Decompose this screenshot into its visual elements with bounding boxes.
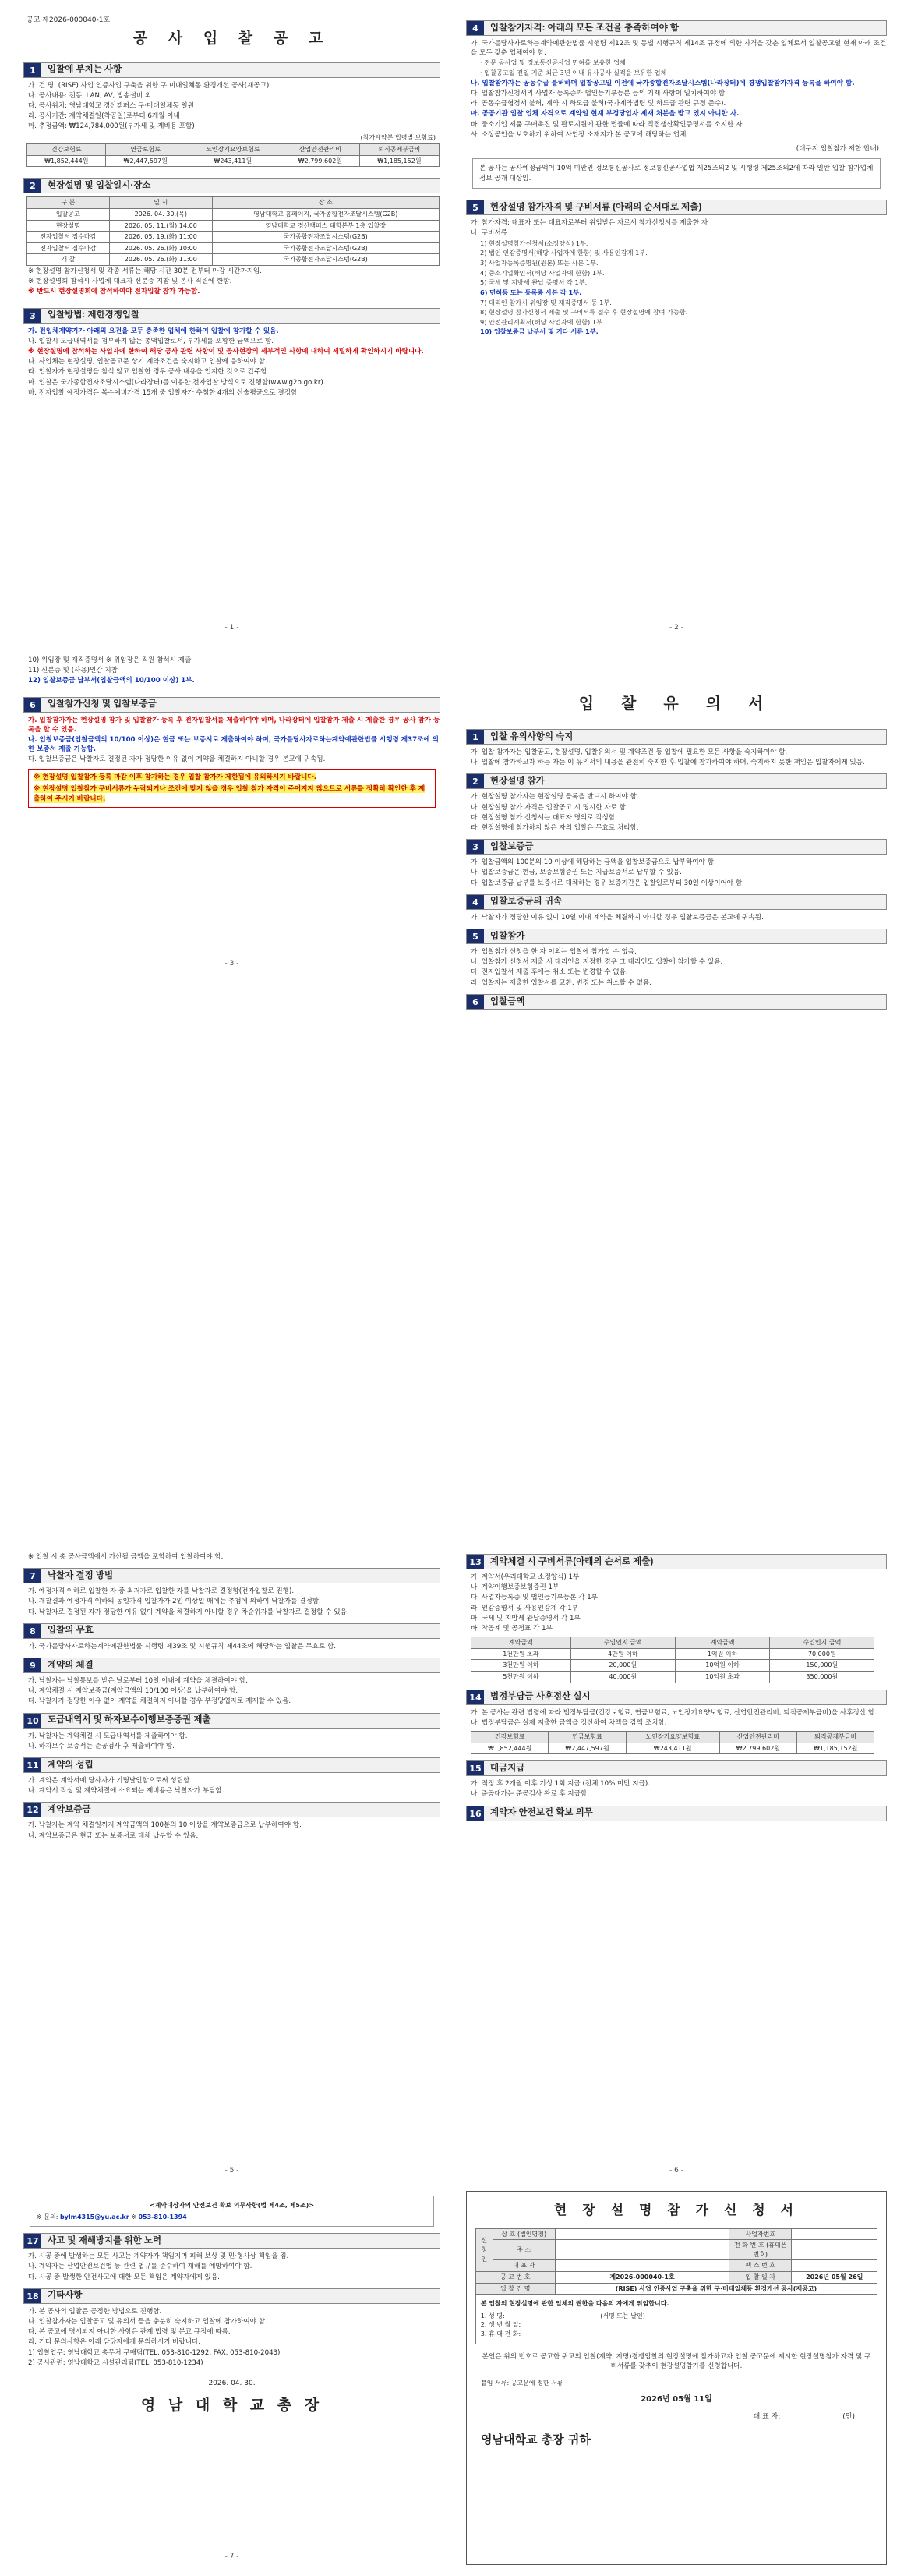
line: 나. 계약자는 산업안전보건법 등 관련 법규를 준수하여 재해를 예방하여야 함.: [28, 2263, 252, 2271]
line: 3) 사업자등록증명원(원본) 또는 사본 1부.: [480, 258, 599, 267]
section-11-header: 11 계약의 성립: [23, 1757, 440, 1773]
section-8-header: 8 입찰의 무효: [23, 1623, 440, 1639]
section-3-header: 3 입찰보증금: [466, 839, 887, 855]
line: 8) 현장설명 참가신청서 제출 및 구비서류 접수 후 현장설명에 참여 가능함.: [480, 308, 688, 317]
line: 다. 입찰보증금 납부를 보증서로 대체하는 경우 보증기간은 입찰일로부터 30일 이상이어야 함.: [471, 879, 744, 887]
line: 나. 개찰결과 예정가격 이하의 동일가격 입찰자가 2인 이상일 때에는 추첨에 의하여 낙찰자를 결정함.: [28, 1598, 321, 1606]
line: 가. 계약서(우리대학교 소정양식) 1부: [471, 1573, 580, 1581]
insurance-table-2: 건강보험료 연금보험료 노인장기요양보험료 산업안전관리비 퇴직공제부금비 ₩1,852,444원 ₩2,447,597원 ₩243,411원 ₩2,799,602원 ₩1,185,152원: [471, 1731, 874, 1754]
section-5-header: 5 입찰참가: [466, 929, 887, 944]
section-13-header: 13 계약체결 시 구비서류(아래의 순서로 제출): [466, 1554, 887, 1569]
line: 나. 입찰시 도급내역서를 첨부하지 않는 총액입찰로서, 부가세를 포함한 금액으로 함.: [28, 337, 274, 345]
p5-sections: [23, 1568, 440, 1841]
notice-number: 공고 제2026-000040-1호: [26, 16, 111, 24]
section-1-header: 1 입찰 유의사항의 숙지: [466, 729, 887, 745]
notice-label: (대구지 입찰참가 제한 안내): [796, 144, 879, 153]
section-6-header: 6 입찰참가신청 및 입찰보증금: [23, 697, 440, 713]
line: 7) 대리인 참가시 위임장 및 재직증명서 등 1부.: [480, 298, 612, 306]
p4-sections: [466, 729, 887, 1010]
page-number: - 6 -: [669, 2166, 683, 2174]
line: 5) 국세 및 지방세 완납 증명서 각 1부.: [480, 278, 588, 287]
section-title: 입 찰 유 의 서: [578, 694, 775, 713]
section-10-header: 10 도급내역서 및 하자보수이행보증증권 제출: [23, 1713, 440, 1729]
line: 다. 입찰보증금은 낙찰자로 결정된 자가 정당한 이유 없이 계약을 체결하지 아니할 경우 본교에 귀속됨.: [28, 755, 326, 764]
line: ※ 현장설명에 참석하는 사업자에 한하여 해당 공사 관련 사항이 및 공사현장의 세부적인 사항에 대하여 세밀하게 확인하시기 바랍니다.: [28, 347, 424, 356]
form-rep: 대 표 자: (인): [753, 2412, 855, 2421]
line: 가. 예정가격 이하로 입찰한 자 중 최저가로 입찰한 자를 낙찰자로 결정함(전자입찰로 진행).: [28, 1587, 295, 1596]
line: 가. 낙찰자가 정당한 이유 없이 10일 이내 계약을 체결하지 아니할 경우 입찰보증금은 본교에 귀속됨.: [471, 913, 764, 922]
line: 다. 사업자등록증 및 법인등기부등본 각 1부: [471, 1594, 598, 1602]
section-4-header: 4 입찰보증금의 귀속: [466, 894, 887, 910]
line: 나. 준공대가는 준공검사 완료 후 지급함.: [471, 1790, 589, 1799]
line: 나. 현장설명 참가 자격은 입찰공고 시 명시한 자로 함.: [471, 803, 628, 812]
line: 나. 계약보증금은 현금 또는 보증서로 대체 납부할 수 있음.: [28, 1831, 199, 1840]
section-3-header: 3 입찰방법: 제한경쟁입찰: [23, 308, 440, 324]
line: 가. 국가를당사자로하는계약에관한법률 시행령 제12조 및 동법 시행규칙 제14조 규정에 의한 자격을 갖춘 업체로서 입찰공고일 현재 아래 조건을 모두 갖춘 업체여야 함.: [471, 40, 887, 58]
page-number: - 1 -: [224, 623, 239, 632]
line: 4) 중소기업확인서(해당 사업자에 한함) 1부.: [480, 268, 605, 277]
line: 가. 참가자격: 대표자 또는 대표자로부터 위임받은 자로서 참가신청서를 제출한 자: [471, 219, 708, 228]
page-3: [23, 646, 440, 1542]
line: 다. 본 공고에 명시되지 아니한 사항은 관계 법령 및 본교 규정에 따름.: [28, 2328, 231, 2337]
line: 바. 중소기업 제품 구매촉진 및 판로지원에 관한 법률에 따라 직접생산확인증명서를 소지한 자.: [471, 120, 744, 129]
line: 9) 안전관리계획서(해당 사업자에 한함) 1부.: [480, 317, 605, 326]
line: 가. 적정 후 2개월 이후 기성 1회 지급 (전체 10% 미만 지급).: [471, 1780, 650, 1789]
line: 마. 국세 및 지방세 완납증명서 각 1부: [471, 1614, 581, 1622]
line: · 전문 공사업 및 정보통신공사업 면허를 보유한 업체: [480, 58, 626, 67]
section-12-header: 12 계약보증금: [23, 1802, 440, 1817]
line: 바. 전자입찰 예정가격은 복수예비가격 15개 중 입찰자가 추첨한 4개의 산술평균으로 결정함.: [28, 388, 300, 397]
line: 나. 입찰에 참가하고자 하는 자는 이 유의서의 내용을 완전히 숙지한 후 입찰에 참가하여야 하며, 숙지하지 못한 책임은 입찰자에게 있음.: [471, 759, 865, 767]
line: 다. 공사위치: 영남대학교 경산캠퍼스 구·미대일체동 일원: [28, 101, 194, 110]
line: 마. 입찰은 국가종합전자조달시스템(나라장터)를 이용한 전자입찰 방식으로 진행함(www.g2b.go.kr).: [28, 378, 326, 387]
schedule-table: 구 분 일 시 장 소 입찰공고 2026. 04. 30.(목) 영남대학교 홈페이지, 국가종합전자조달시스템(G2B) 현장설명 2026. 05. 11.(월) 14:00 영남대학교 경산캠퍼스 대학본부 1층 입찰장 전자입찰서 접수마감 2026. 05. 19.(화) 11:00 국가종합전자조달시스템(G2B) 전자입찰서 접수마감 2026. 05. 26.(화) 10:00 국가종합전자조달시스템(G2B) 개 찰 2026. 05. 26.(화) 11:00 국가종합전자조달시스템(G2B): [26, 196, 440, 266]
signature: 영 남 대 학 교 총 장: [140, 2397, 323, 2415]
table-caption: (참가계약분 법령별 보험료): [360, 133, 436, 141]
section-9-header: 9 계약의 체결: [23, 1658, 440, 1673]
section-4-header: 4 입찰참가자격: 아래의 모든 조건을 충족하여야 함: [466, 20, 887, 36]
line: 라. 기타 문의사항은 아래 담당자에게 문의하시기 바랍니다.: [28, 2338, 201, 2347]
line: 12) 입찰보증금 납부서(입찰금액의 10/100 이상) 1부.: [28, 677, 195, 685]
line: 마. 추정금액: ₩124,784,000원(부가세 및 제비용 포함): [28, 122, 195, 131]
line: ※ 입찰 시 총 공사금액에서 가산될 금액을 포함하여 입찰하여야 함.: [28, 1553, 224, 1561]
line: 2) 공사관련: 영남대학교 시설관리팀(TEL. 053-810-1234): [28, 2358, 203, 2367]
form-table: 신 청 인 상 호 (법인명칭) 사업자번호 주 소 전 화 번 호 (휴대폰번호) 대 표 자 팩 스 번 호 공 고 번 호 제2026-000040-1호 입 찰 일 자 2026년 05월 26일 입 찰 건 명 (RISE) 사업 인증사업 구축을 위한 구·미대일체동 환경개선 공사(재공고) 본 입찰의 현장설명에 관한 일체의 권한을 다음의 자에게 위임합니다. 1. 성 명: (서명 또는 날인) 2. 생 년 월 일: 3. 휴 대 전 화:: [475, 2228, 877, 2344]
line: 다. 시공 중 발생한 안전사고에 대한 모든 책임은 계약자에게 있음.: [28, 2273, 220, 2281]
section-2-header: 2 현장설명 및 입찰일시·장소: [23, 178, 440, 193]
form-attach: 붙임 서류: 공고문에 정한 서류: [481, 2380, 563, 2387]
note-warning: ※ 반드시 현장설명회에 참석하여야 전자입찰 참가 가능함.: [28, 288, 200, 296]
form-statement: 본인은 위의 번호로 공고한 귀교의 입찰(계약, 지명)경쟁입찰의 현장설명에 참가하고자 입찰 공고문에 제시한 현장설명참가 자격 및 구비서류를 갖추어 현장설명참가를 신청합니다.: [482, 2352, 871, 2371]
line: 가. 본 공사는 관련 법령에 따라 법정부담금(건강보험료, 연금보험료, 노인장기요양보험료, 산업안전관리비, 퇴직공제부금비)을 사후정산 함.: [471, 1708, 877, 1717]
page-number: - 3 -: [224, 959, 239, 968]
form-date: 2026년 05월 11일: [641, 2395, 712, 2404]
section-18-header: 18 기타사항: [23, 2288, 440, 2304]
line: 가. 입찰 참가자는 입찰공고, 현장설명, 입찰유의서 및 계약조건 등 입찰에 필요한 모든 사항을 숙지하여야 함.: [471, 748, 788, 756]
line: 라. 현장설명에 참가하지 않은 자의 입찰은 무효로 처리함.: [471, 824, 639, 833]
line: 6) 면허등 또는 등록증 사본 각 1부.: [480, 288, 582, 296]
page-4: [466, 646, 887, 1542]
line: 10) 위임장 및 재직증명서 ※ 위임장은 직원 참석시 제출: [28, 656, 192, 664]
line: 가. 시공 중에 발생하는 모든 사고는 계약자가 책임지며 피해 보상 및 민·형사상 책임을 짐.: [28, 2252, 289, 2261]
page-number: - 7 -: [224, 2552, 239, 2560]
line: 다. 낙찰자로 결정된 자가 정당한 이유 없이 계약을 체결하지 아니할 경우 차순위자를 낙찰자로 결정할 수 있음.: [28, 1608, 349, 1616]
line: 나. 입찰참가자는 공동수급 불허하며 입찰공고일 이전에 국가종합전자조달시스템(나라장터)에 경쟁입찰참가자격 등록을 하여야 함.: [471, 79, 855, 87]
line: 나. 입찰보증금(입찰금액의 10/100 이상)은 현금 또는 보증서로 제출하여야 하며, 국가를당사자로하는계약에관한법률 시행령 제37조에 의한 보증서 제출 가능함.: [28, 736, 439, 754]
line: 라. 공사기간: 계약체결일(착공일)로부터 6개월 이내: [28, 112, 180, 121]
notice-box: 본 공사는 공사예정금액이 10억 미만인 정보통신공사로 정보통신공사업법 제25조의2 및 시행령 제25조의2에 따라 일반 입찰 참가업체 정보 공개 대상임.: [472, 158, 881, 189]
page-number: - 5 -: [224, 2166, 239, 2174]
line: 가. 낙찰자는 계약체결 시 도급내역서를 제출하여야 함.: [28, 1732, 188, 1740]
line: · 입찰공고일 전일 기준 최근 3년 이내 유사공사 실적을 보유한 업체: [480, 69, 667, 77]
line: 가. 입찰금액의 100분의 10 이상에 해당하는 금액을 입찰보증금으로 납부하여야 함.: [471, 858, 716, 867]
page-6: [466, 1548, 887, 2179]
line: 나. 계약이행보증보험증권 1부: [471, 1583, 560, 1592]
insurance-table: 건강보험료 연금보험료 노인장기요양보험료 산업안전관리비 퇴직공제부금비 ₩1,852,444원 ₩2,447,597원 ₩243,411원 ₩2,799,602원 ₩1,185,152원: [26, 143, 440, 167]
line: 나. 계약체결 시 계약보증금(계약금액의 10/100 이상)을 납부하여야 함.: [28, 1687, 238, 1696]
page-5: [23, 1548, 440, 2179]
line: 10) 입찰보증금 납부서 및 기타 서류 1부.: [480, 327, 599, 336]
section-17-header: 17 사고 및 재해방지를 위한 노력: [23, 2233, 440, 2249]
line: 라. 인감증명서 및 사용인감계 각 1부: [471, 1604, 579, 1612]
section-16-header: 16 계약자 안전보건 확보 의무: [466, 1806, 887, 1821]
page-2: [466, 14, 887, 636]
line: 사. 소상공인을 보호하기 위하여 사업장 소재지가 본 공고에 해당하는 업체.: [471, 130, 689, 139]
line: 나. 입찰참가자는 입찰공고 및 유의서 등을 충분히 숙지하고 입찰에 참가하여야 함.: [28, 2318, 267, 2326]
section-2-header: 2 현장설명 참가: [466, 773, 887, 789]
page-8: [466, 2191, 887, 2565]
page-7: [23, 2191, 440, 2565]
line: 다. 현장설명 참가 신청서는 대표자 명의로 작성함.: [471, 813, 617, 822]
section-7-header: 7 낙찰자 결정 방법: [23, 1568, 440, 1583]
line: 나. 계약서 작성 및 계약체결에 소요되는 제비용은 낙찰자가 부담함.: [28, 1787, 224, 1796]
warning-box: ※ 현장설명 입찰참가 등록 마감 이후 참가하는 경우 입찰 참가가 제한됨에 유의하시기 바랍니다. ※ 현장설명 입찰참가 구비서류가 누락되거나 조건에 맞지 않을 경우 입찰 참가 자격이 주어지지 않으므로 서류를 정확히 확인한 후 제출하여 주시기 바랍니다.: [28, 769, 436, 808]
note: ※ 현장설명회 참석시 사업체 대표자 신분증 지참 및 본사 직원에 한함.: [28, 278, 232, 286]
section-6-header: 6 입찰금액: [466, 994, 887, 1010]
form-recipient: 영남대학교 총장 귀하: [481, 2432, 591, 2447]
line: 다. 전자입찰서 제출 후에는 취소 또는 변경할 수 없음.: [471, 968, 628, 977]
p6-sections: [466, 1554, 887, 1821]
line: 다. 입찰참가신청서의 사업자 등록증과 법인등기부등본 등의 기재 사항이 일치하여야 함.: [471, 89, 727, 97]
section-15-header: 15 대금지급: [466, 1760, 887, 1776]
line: 라. 입찰자는 제출한 입찰서를 교환, 변경 또는 취소할 수 없음.: [471, 978, 652, 987]
line: 가. 본 공사의 입찰은 공정한 방법으로 진행함.: [28, 2307, 162, 2316]
line: 가. 건 명: (RISE) 사업 인증사업 구축을 위한 구·미대일체동 환경개선 공사(재공고): [28, 81, 270, 90]
line: 나. 입찰보증금은 현금, 보증보험증권 또는 지급보증서로 납부할 수 있음.: [471, 869, 682, 877]
line: 나. 입찰참가 신청서 제출 시 대리인을 지정한 경우 그 대리인도 입찰에 참가할 수 있음.: [471, 958, 723, 967]
line: 가. 현장설명 참가자는 현장설명 등록을 반드시 하여야 함.: [471, 793, 639, 801]
line: 1) 현장설명참가신청서(소정양식) 1부.: [480, 239, 588, 247]
line: 11) 신분증 및 (사용)인감 지참: [28, 667, 118, 675]
doc-title: 공 사 입 찰 공 고: [132, 30, 331, 47]
line: 나. 법정부담금은 실제 지출한 금액을 정산하여 차액을 감액 조치함.: [471, 1718, 667, 1727]
line: 라. 입찰자가 현장설명을 참석 않고 입찰한 경우 공사 내용을 인지한 것으로 간주함.: [28, 368, 270, 377]
line: 마. 공공기관 입찰 업체 자격으로 계약일 현재 부정당업자 제재 처분을 받고 있지 아니한 자.: [471, 110, 740, 119]
form-title: 현 장 설 명 참 가 신 청 서: [553, 2203, 800, 2218]
line: 나. 구비서류: [471, 229, 507, 238]
line: 라. 공동수급협정서 불허, 계약 시 하도급 불허(국가계약법령 및 하도급 관련 규정 준수).: [471, 100, 726, 108]
section-14-header: 14 법정부담금 사후정산 실시: [466, 1690, 887, 1705]
section-1-header: 1 입찰에 부치는 사항: [23, 62, 440, 78]
line: 다. 낙찰자가 정당한 이유 없이 계약을 체결하지 아니할 경우 부정당업자로 제재할 수 있음.: [28, 1697, 291, 1706]
line: 가. 낙찰자는 낙찰통보를 받은 날로부터 10일 이내에 계약을 체결하여야 함.: [28, 1677, 248, 1686]
line: 가. 낙찰자는 계약 체결일까지 계약금액의 100분의 10 이상을 계약보증금으로 납부하여야 함.: [28, 1821, 302, 1830]
line: 다. 사업체는 현장설명, 입찰공고문 상기 계약조건을 숙지하고 입찰에 응하여야 함.: [28, 358, 267, 366]
line: 1) 입찰업무: 영남대학교 총무처 구매팀(TEL. 053-810-1292, FAX. 053-810-2043): [28, 2348, 281, 2357]
line: 가. 전입체계약기가 아래의 요건을 모두 충족한 업체에 한하여 입찰에 참가할 수 있음.: [28, 327, 279, 335]
line: 가. 국가를당사자로하는계약에관한법률 시행령 제39조 및 시행규칙 제44조에 해당하는 입찰은 무효로 함.: [28, 1642, 337, 1651]
section-5-header: 5 현장설명 참가자격 및 구비서류 (아래의 순서대로 제출): [466, 200, 887, 215]
line: 바. 착공계 및 공정표 각 1부: [471, 1625, 553, 1633]
page-1: [23, 14, 440, 636]
safety-box: <계약대상자의 안전보건 확보 의무사항(법 제4조, 제5조)> ※ 문의: bylm4315@yu.ac.kr ※ 053-810-1394: [30, 2196, 434, 2227]
line: 2) 법인 인감증명서(해당 사업자에 한함) 및 사용인감계 1부.: [480, 249, 648, 257]
line: 가. 계약은 계약서에 당사자가 기명날인함으로써 성립함.: [28, 1777, 192, 1785]
date: 2026. 04. 30.: [208, 2380, 256, 2388]
line: 나. 공사내용: 전동, LAN, AV, 방송설비 외: [28, 91, 152, 100]
page-number: - 2 -: [669, 623, 683, 632]
line: 가. 입찰참가 신청을 한 자 이외는 입찰에 참가할 수 없음.: [471, 948, 637, 957]
line: 가. 입찰참가자는 현장설명 참가 및 입찰참가 등록 후 전자입찰서를 제출하여야 하며, 나라장터에 입찰참가 제출 시 제출한 경우 공사 참가 등록을 할 수 있음.: [28, 716, 440, 734]
note: ※ 현장설명 참가신청서 및 각종 서류는 해당 시간 30분 전부터 마감 시간까지임.: [28, 267, 262, 275]
line: 나. 하자보수 보증서는 준공검사 후 제출하여야 함.: [28, 1742, 175, 1750]
p7-sections: [23, 2233, 440, 2368]
stamp-fee-table: 계약금액 수입인지 금액 계약금액 수입인지 금액 1천만원 초과 4만원 이하 1억원 이하 70,000원 3천만원 이하 20,000원 10억원 이하 150,000원 5천만원 이하 40,000원 10억원 초과 350,000원: [471, 1637, 874, 1683]
